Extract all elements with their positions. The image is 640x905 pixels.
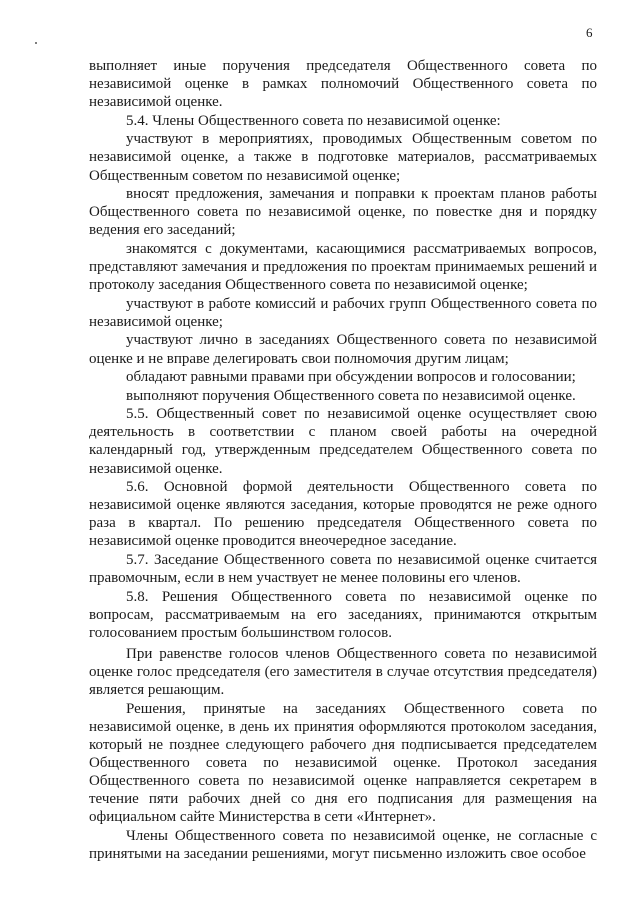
- section-5-8: 5.8. Решения Общественного совета по независимой оценке по вопросам, рассматриваемым на его заседаниях, принимаются открытым голосованием простым большинством голосов.: [89, 588, 597, 641]
- page-number: 6: [586, 25, 593, 40]
- section-5-7: 5.7. Заседание Общественного совета по независимой оценке считается правомочным, если в нем участвует не менее половины его членов.: [89, 552, 597, 587]
- paragraph: При равенстве голосов членов Общественного совета по независимой оценке голос председателя (его заместителя в случае отсутствия председателя) является решающим.: [89, 646, 597, 699]
- list-item: вносят предложения, замечания и поправки к проектам планов работы Общественного совета по независимой оценке, по повестке дня и порядку ведения его заседаний;: [89, 186, 597, 239]
- list-item: участвуют в работе комиссий и рабочих групп Общественного совета по независимой оценке;: [89, 295, 597, 330]
- section-5-6: 5.6. Основной формой деятельности Общественного совета по независимой оценке являются заседания, которые проводятся не реже одного раза в квартал. По решению председателя Общественного совета по независимой оценке проводится внеочередное заседание.: [89, 479, 597, 550]
- section-heading-5-4: 5.4. Члены Общественного совета по независимой оценке:: [126, 112, 501, 129]
- document-body: [89, 57, 597, 864]
- list-item: выполняют поручения Общественного совета по независимой оценке.: [126, 387, 576, 404]
- paragraph: Члены Общественного совета по независимой оценке, не согласные с принятыми на заседании решениями, могут письменно изложить свое особое: [89, 827, 597, 863]
- section-5-5: 5.5. Общественный совет по независимой оценке осуществляет свою деятельность в соответствии с планом своей работы на очередной календарный год, утвержденным председателем Общественного совета по независимой оценке.: [89, 406, 597, 477]
- list-item: участвуют в мероприятиях, проводимых Общественным советом по независимой оценке, а также в подготовке материалов, рассматриваемых Общественным советом по независимой оценке;: [89, 131, 597, 184]
- paragraph: Решения, принятые на заседаниях Общественного совета по независимой оценке, в день их принятия оформляются протоколом заседания, который не позднее следующего рабочего дня подписывается председателем Общественного совета по независимой оценке. Протокол заседания Общественного совета по независимой оценке направляется секретарем в течение пяти рабочих дней со дня его подписания для размещения на официальном сайте Министерства в сети «Интернет».: [89, 700, 597, 826]
- list-item: обладают равными правами при обсуждении вопросов и голосовании;: [126, 369, 576, 386]
- paragraph: выполняет иные поручения председателя Общественного совета по независимой оценке в рамках полномочий Общественного совета по независимой оценке.: [89, 58, 597, 111]
- scan-speck: [35, 42, 37, 44]
- list-item: знакомятся с документами, касающимися рассматриваемых вопросов, представляют замечания и предложения по проектам принимаемых решений и протоколу заседания Общественного совета по независимой оценке;: [89, 240, 597, 294]
- list-item: участвуют лично в заседаниях Общественного совета по независимой оценке и не вправе делегировать свои полномочия другим лицам;: [89, 332, 597, 367]
